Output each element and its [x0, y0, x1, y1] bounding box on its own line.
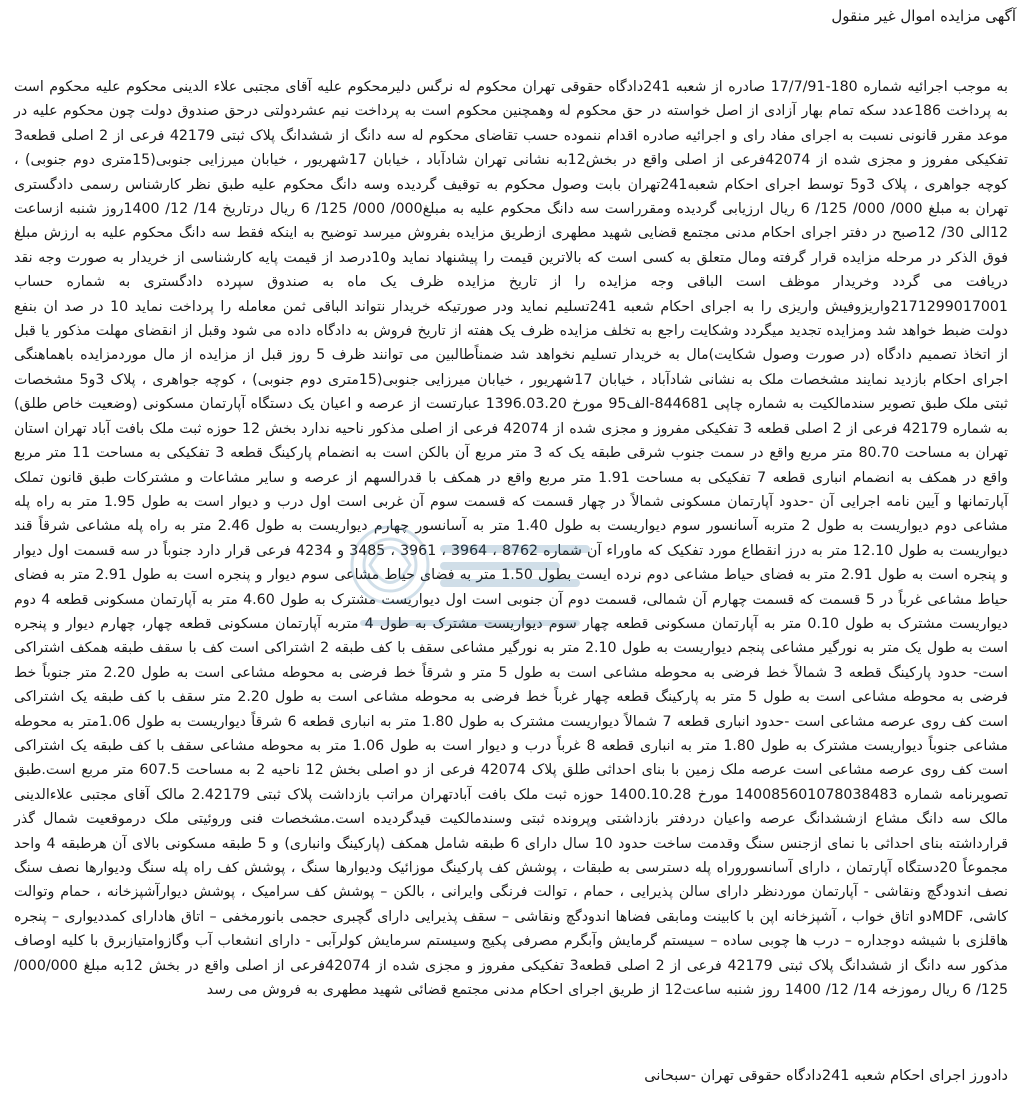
- notice-body: به موجب اجرائیه شماره 180-17/7/91 صادره از شعبه 241دادگاه حقوقی تهران محکوم له نرگس دلیرمحکوم علیه آقای مجتبی علاء الدینی محکوم علیه محکوم است به پرداخت 186عدد سکه تمام بهار آزادی از اصل خواسته در حق محکوم له وهمچنین محکوم است به پرداخت نیم عشردولتی درحق صندوق دولت چون محکوم علیه در موعد مقرر قانونی نسبت به اجرای مفاد رای و اجرائیه صادره اقدام ننموده حسب تقاضای محکوم له سه دانگ از ششدانگ پلاک ثبتی 42179 فرعی از 2 اصلی قطعه3 تفکیکی مفروز و مجزی شده از 42074فرعی از اصلی واقع در بخش12به نشانی تهران شادآباد ، خیابان 17شهریور ، خیابان میرزایی جنوبی(15متری دوم جنوبی) ، کوچه جواهری ، پلاک 3و5 توسط اجرای احکام شعبه241تهران بابت وصول محکوم به توقیف گردیده وسه دانگ محکوم علیه طبق نظر کارشناس رسمی دادگستری تهران به مبلغ 000/ 000/ 125/ 6 ریال ارزیابی گردیده ومقرراست سه دانگ محکوم علیه به مبلغ000/ 000/ 125/ 6 ریال درتاریخ 14/ 12/ 1400روز شنبه ازساعت 12الی 30/ 12صبح در دفتر اجرای احکام مدنی مجتمع قضایی شهید مطهری ازطریق مزایده بفروش میرسد توضیح به اینکه فقط سه دانگ محکوم علیه به ارزش مبلغ فوق الذکر در مرحله مزایده قرار گرفته ومال متعلق به کسی است که بالاترین قیمت را پیشنهاد نماید و10درصد از قیمت پایه کارشناسی از خریدار به صورت وجه نقد دریافت می گردد وخریدار موظف است الباقی وجه مزایده را از تاریخ مزایده ظرف یک ماه به صندوق سپرده دادگستری به شماره حساب 2171299017001واریزوفیش واریزی را به اجرای احکام شعبه 241تسلیم نماید ودر صورتیکه خریدار نتواند الباقی ثمن معامله را پرداخت نماید 10 در صد ان بنفع دولت ضبط خواهد شد ومزایده تجدید میگردد وشکایت راجع به تخلف مزایده ظرف یک هفته از تاریخ فروش به دادگاه داده می شود وقبل از انقضای مهلت مذکور یا قبل از اتخاذ تصمیم دادگاه (در صورت وصول شکایت)مال به خریدار تسلیم نخواهد شد ضمناًطالبین می توانند ظرف 5 روز قبل از مزایده از مال موردمزایده باهماهنگی اجرای احکام بازدید نمایند مشخصات ملک به نشانی شادآباد ، خیابان 17شهریور ، خیابان میرزایی جنوبی(15متری دوم جنوبی) ، کوچه جواهری ، پلاک 3و5 مشخصات ثبتی ملک طبق تصویر سندمالکیت به شماره چاپی 844681-الف95 مورخ 1396.03.20 عبارتست از عرصه و اعیان یک دستگاه آپارتمان مسکونی (وضعیت خاص طلق) به شماره 42179 فرعی از 2 اصلی قطعه 3 تفکیکی مفروز و مجزی شده از 42074 فرعی از اصلی مذکور ناحیه ندارد بخش 12 حوزه ثبت ملک بافت آباد تهران استان تهران به مساحت 80.70 متر مربع واقع در سمت جنوب شرقی طبقه یک که 3 متر مربع آن بالکن است به انضمام پارکینگ قطعه 3 تفکیکی به مساحت 11 متر مربع واقع در همکف به انضمام انباری قطعه 7 تفکیکی به مساحت 1.91 متر مربع واقع در همکف با قدرالسهم از عرصه و سایر مشاعات و مشترکات طبق قانون تملک آپارتمانها و آیین نامه اجرایی آن -حدود آپارتمان مسکونی شمالاً در چهار قسمت که قسمت سوم آن غربی است اول درب و دیوار است به طول 1.95 متر به راه پله مشاعی دوم دیواریست به طول 2 متربه آسانسور سوم دیواریست به طول 1.40 متر به آسانسور چهارم دیواریست به طول 2.46 متر به راه پله مشاعی شرقاً قند دیواریست به طول 12.10 متر به درز انقطاع مورد تفکیک که ماوراء آن شماره 8762 ، 3964 ، 3961 ، 3485 و 4234 فرعی قرار دارد جنوباً در سه قسمت اول دیوار و پنجره است به طول 2.91 متر به فضای حیاط مشاعی دوم نرده ایست بطول 1.50 متر به فضای حیاط مشاعی سوم دیوار و پنجره است به طول 2.91 متر به فضای حیاط مشاعی غرباً در 5 قسمت که قسمت چهارم آن شمالی، قسمت دوم آن جنوبی است اول دیواریست مشترک به طول 4.60 متر به آپارتمان مسکونی قطعه 4 دوم دیواریست مشترک به طول 0.10 متر به آپارتمان مسکونی قطعه چهار سوم دیواریست مشترک به طول 4 متربه آپارتمان مسکونی قطعه چهار، چهارم دیوار و پنجره است به طول یک متر به نورگیر مشاعی پنجم دیواریست به طول 2.10 متر به نورگیر مشاعی سقف با کف طبقه 2 اشتراکی است کف با سقف طبقه همکف اشتراکی است- حدود پارکینگ قطعه 3 شمالاً خط فرضی به محوطه مشاعی است به طول 5 متر و شرقاً خط فرضی به محوطه مشاعی است به طول 2.20 متر جنوباً خط فرضی به محوطه مشاعی است به طول 5 متر به پارکینگ قطعه چهار غرباً خط فرضی به محوطه مشاعی است به طول 2.20 متر سقف با کف طبقه یک اشتراکی است کف روی عرصه مشاعی است -حدود انباری قطعه 7 شمالاً دیواریست مشترک به طول 1.80 متر به انباری قطعه 6 شرقاً دیواریست به طول 1.06متر به محوطه مشاعی جنوباً دیواریست مشترک به طول 1.80 متر به انباری قطعه 8 غرباً درب و دیوار است به طول 1.06 متر به محوطه مشاعی سقف با کف طبقه یک اشتراکی است کف روی عرصه مشاعی است عرصه ملک زمین با بنای احداثی طلق پلاک 42074 فرعی از دو اصلی بخش 12 ناحیه 2 به مساحت 607.5 متر مربع است.طبق تصویرنامه شماره 14008560107803848​3 مورخ 1400.10.28 حوزه ثبت ملک بافت آبادتهران مراتب بازداشت پلاک ثبتی 2.42179 مالک آقای مجتبی علاءالدینی مالک سه دانگ مشاع ازششدانگ عرصه واعیان دردفتر بازداشتی وپرونده ثبتی وسندمالکیت قیدگردیده است.مشخصات فنی وروئیتی ملک درموقعیت شمال گذر قرارداشته بنای احداثی با نمای ازجنس سنگ وقدمت ساخت حدود 10 سال دارای 6 طبقه شامل همکف (پارکینگ وانباری) و 5 طبقه مسکونی بالای آن هرطبقه 4 واحد مجموعاً 20دستگاه آپارتمان ، دارای آسانسوروراه پله دسترسی به طبقات ، پوشش کف پارکینگ موزائیک ودیوارها سنگ ، پوشش کف راه پله سنگ ودیوارها نصف سنگ نصف اندودگچ ونقاشی - آپارتمان موردنظر دارای سالن پذیرایی ، حمام ، توالت فرنگی وایرانی ، بالکن – پوشش کف سرامیک ، پوشش دیوارآشپزخانه ، حمام وتوالت کاشی، MDFدو اتاق خواب ، آشپزخانه اپن با کابینت ومابقی فضاها اندودگچ ونقاشی – سقف پذیرایی دارای گچبری حجمی بانورمخفی – اتاق هادارای کمددیواری – پنجره هاقلزی با شیشه دوجداره – درب ها چوبی ساده – سیستم گرمایش وآبگرم مصرفی پکیج وسیستم سرمایش کولرآبی - دارای انشعاب آب وگازوامتیازبرق با کلیه اوصاف مذکور سه دانگ از ششدانگ پلاک ثبتی 42179 فرعی از 2 اصلی قطعه3 تفکیکی مفروز و مجزی شده از 42074فرعی از اصلی واقع در بخش 12به مبلغ 000/000/ 125/ 6 ریال رموزخه 14/ 12/ 1400 روز شنبه ساعت12 از طریق اجرای احکام مدنی مجتمع قضائی شهید مطهری به فروش می رسد: [14, 79, 1009, 999]
- notice-signature: دادورز اجرای احکام شعبه 241دادگاه حقوقی تهران -سبحانی: [644, 1068, 1008, 1084]
- notice-title: آگهی مزایده اموال غیر منقول: [831, 7, 1016, 25]
